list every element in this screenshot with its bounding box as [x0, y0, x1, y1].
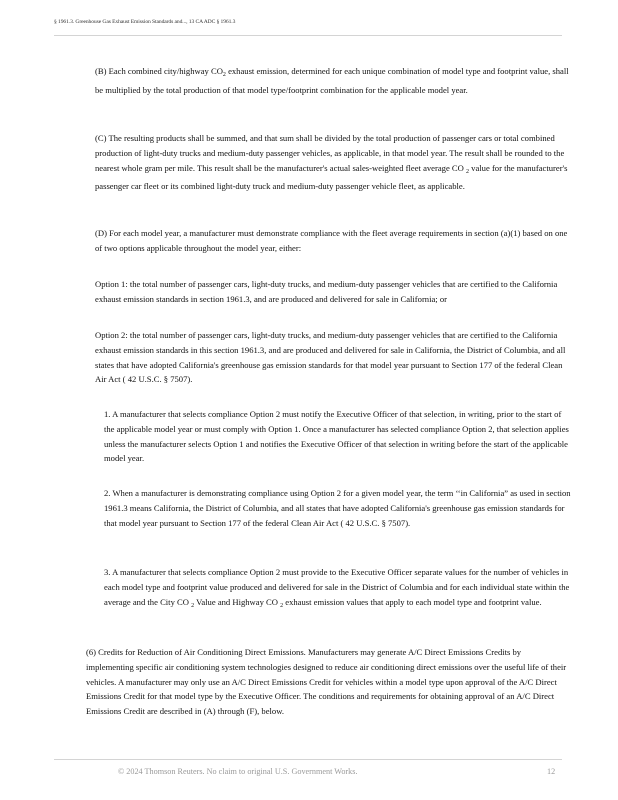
subscript: 2: [466, 168, 470, 175]
paragraph-item-1: 1. A manufacturer that selects compliance Option 2 must notify the Executive Officer of that selection, in writing, prior to the start of the applicable model year or must comply with Option 1. Once a manufacturer has selected compliance Option 2, that selection applies unless the manufacturer selects Option 1 and notifies the Executive Officer of that selection in writing before the start of the applicable model year.: [104, 409, 569, 464]
page-number: 12: [547, 767, 556, 776]
paragraph-d: (D) For each model year, a manufacturer must demonstrate compliance with the fleet average requirements in section (a)(1) based on one of two options applicable throughout the model year, either:: [95, 228, 568, 253]
paragraph-item-2: 2. When a manufacturer is demonstrating compliance using Option 2 for a given model year, the term ‘‘in California” as used in section 1961.3 means California, the District of Columbia, and all states that have adopted California's greenhouse gas emission standards for that model year pursuant to Section 177 of the federal Clean Air Act ( 42 U.S.C. § 7507).: [104, 488, 571, 528]
paragraph-option-1: Option 1: the total number of passenger cars, light-duty trucks, and medium-duty passenger vehicles that are certified to the California exhaust emission standards in section 1961.3, and are produced and delivered for sale in California; or: [95, 279, 558, 304]
header-divider: [54, 35, 562, 36]
document-citation-header: § 1961.3. Greenhouse Gas Exhaust Emission Standards and..., 13 CA ADC § 1961.3: [54, 19, 236, 25]
paragraph-c-text-cont: value for the manufacturer's passenger car fleet or its combined light-duty truck and medium-duty passenger vehicle fleet, as applicable.: [95, 162, 568, 192]
paragraph-item-3-text-end: exhaust emission values that apply to each model type and footprint value.: [283, 596, 542, 607]
paragraph-c: [95, 131, 569, 194]
paragraph-c-text: (C) The resulting products shall be summed, and that sum shall be divided by the total production of passenger cars or total combined production of light-duty trucks and medium-duty passenger vehicles, as applicable, in that model year. The result shall be rounded to the nearest whole gram per mile. This result shall be the manufacturer's actual sales-weighted fleet average CO: [95, 133, 565, 173]
paragraph-item-3-text: 3. A manufacturer that selects compliance Option 2 must provide to the Executive Officer separate values for the number of vehicles in each model type and footprint value produced and delivered for sale in the District of Columbia and for each individual state within the average and the City CO: [104, 567, 570, 607]
paragraph-6: (6) Credits for Reduction of Air Conditioning Direct Emissions. Manufacturers may generate A/C Direct Emissions Credits by implementing specific air conditioning system technologies designed to reduce air conditioning direct emissions over the useful life of their vehicles. A manufacturer may only use an A/C Direct Emissions Credit for vehicles within a model type upon approval of the A/C Direct Emissions Credit for that model type by the Executive Officer. The conditions and requirements for obtaining approval of an A/C Direct Emissions Credit are described in (A) through (F), below.: [86, 647, 567, 717]
paragraph-b-text: (B) Each combined city/highway CO: [95, 66, 223, 76]
paragraph-option-2: Option 2: the total number of passenger cars, light-duty trucks, and medium-duty passenger vehicles that are certified to the California exhaust emission standards in this section 1961.3, and are produced and delivered for sale in California, the District of Columbia, and all states that have adopted California's greenhouse gas emission standards for that model year pursuant to Section 177 of the federal Clean Air Act ( 42 U.S.C. § 7507).: [95, 330, 566, 385]
subscript: 2: [191, 602, 195, 609]
footer-divider: [54, 759, 562, 760]
paragraph-item-3-text-mid: Value and Highway CO: [194, 596, 281, 607]
paragraph-b: [95, 64, 569, 98]
paragraph-item-3: [104, 565, 572, 613]
copyright-notice: © 2024 Thomson Reuters. No claim to original U.S. Government Works.: [118, 767, 358, 776]
paragraph-b-text-cont: exhaust emission, determined for each unique combination of model type and footprint value, shall be multiplied by the total production of that model type/footprint combination for the applicable model year.: [95, 66, 569, 95]
subscript: 2: [280, 602, 284, 609]
subscript: 2: [222, 72, 226, 78]
